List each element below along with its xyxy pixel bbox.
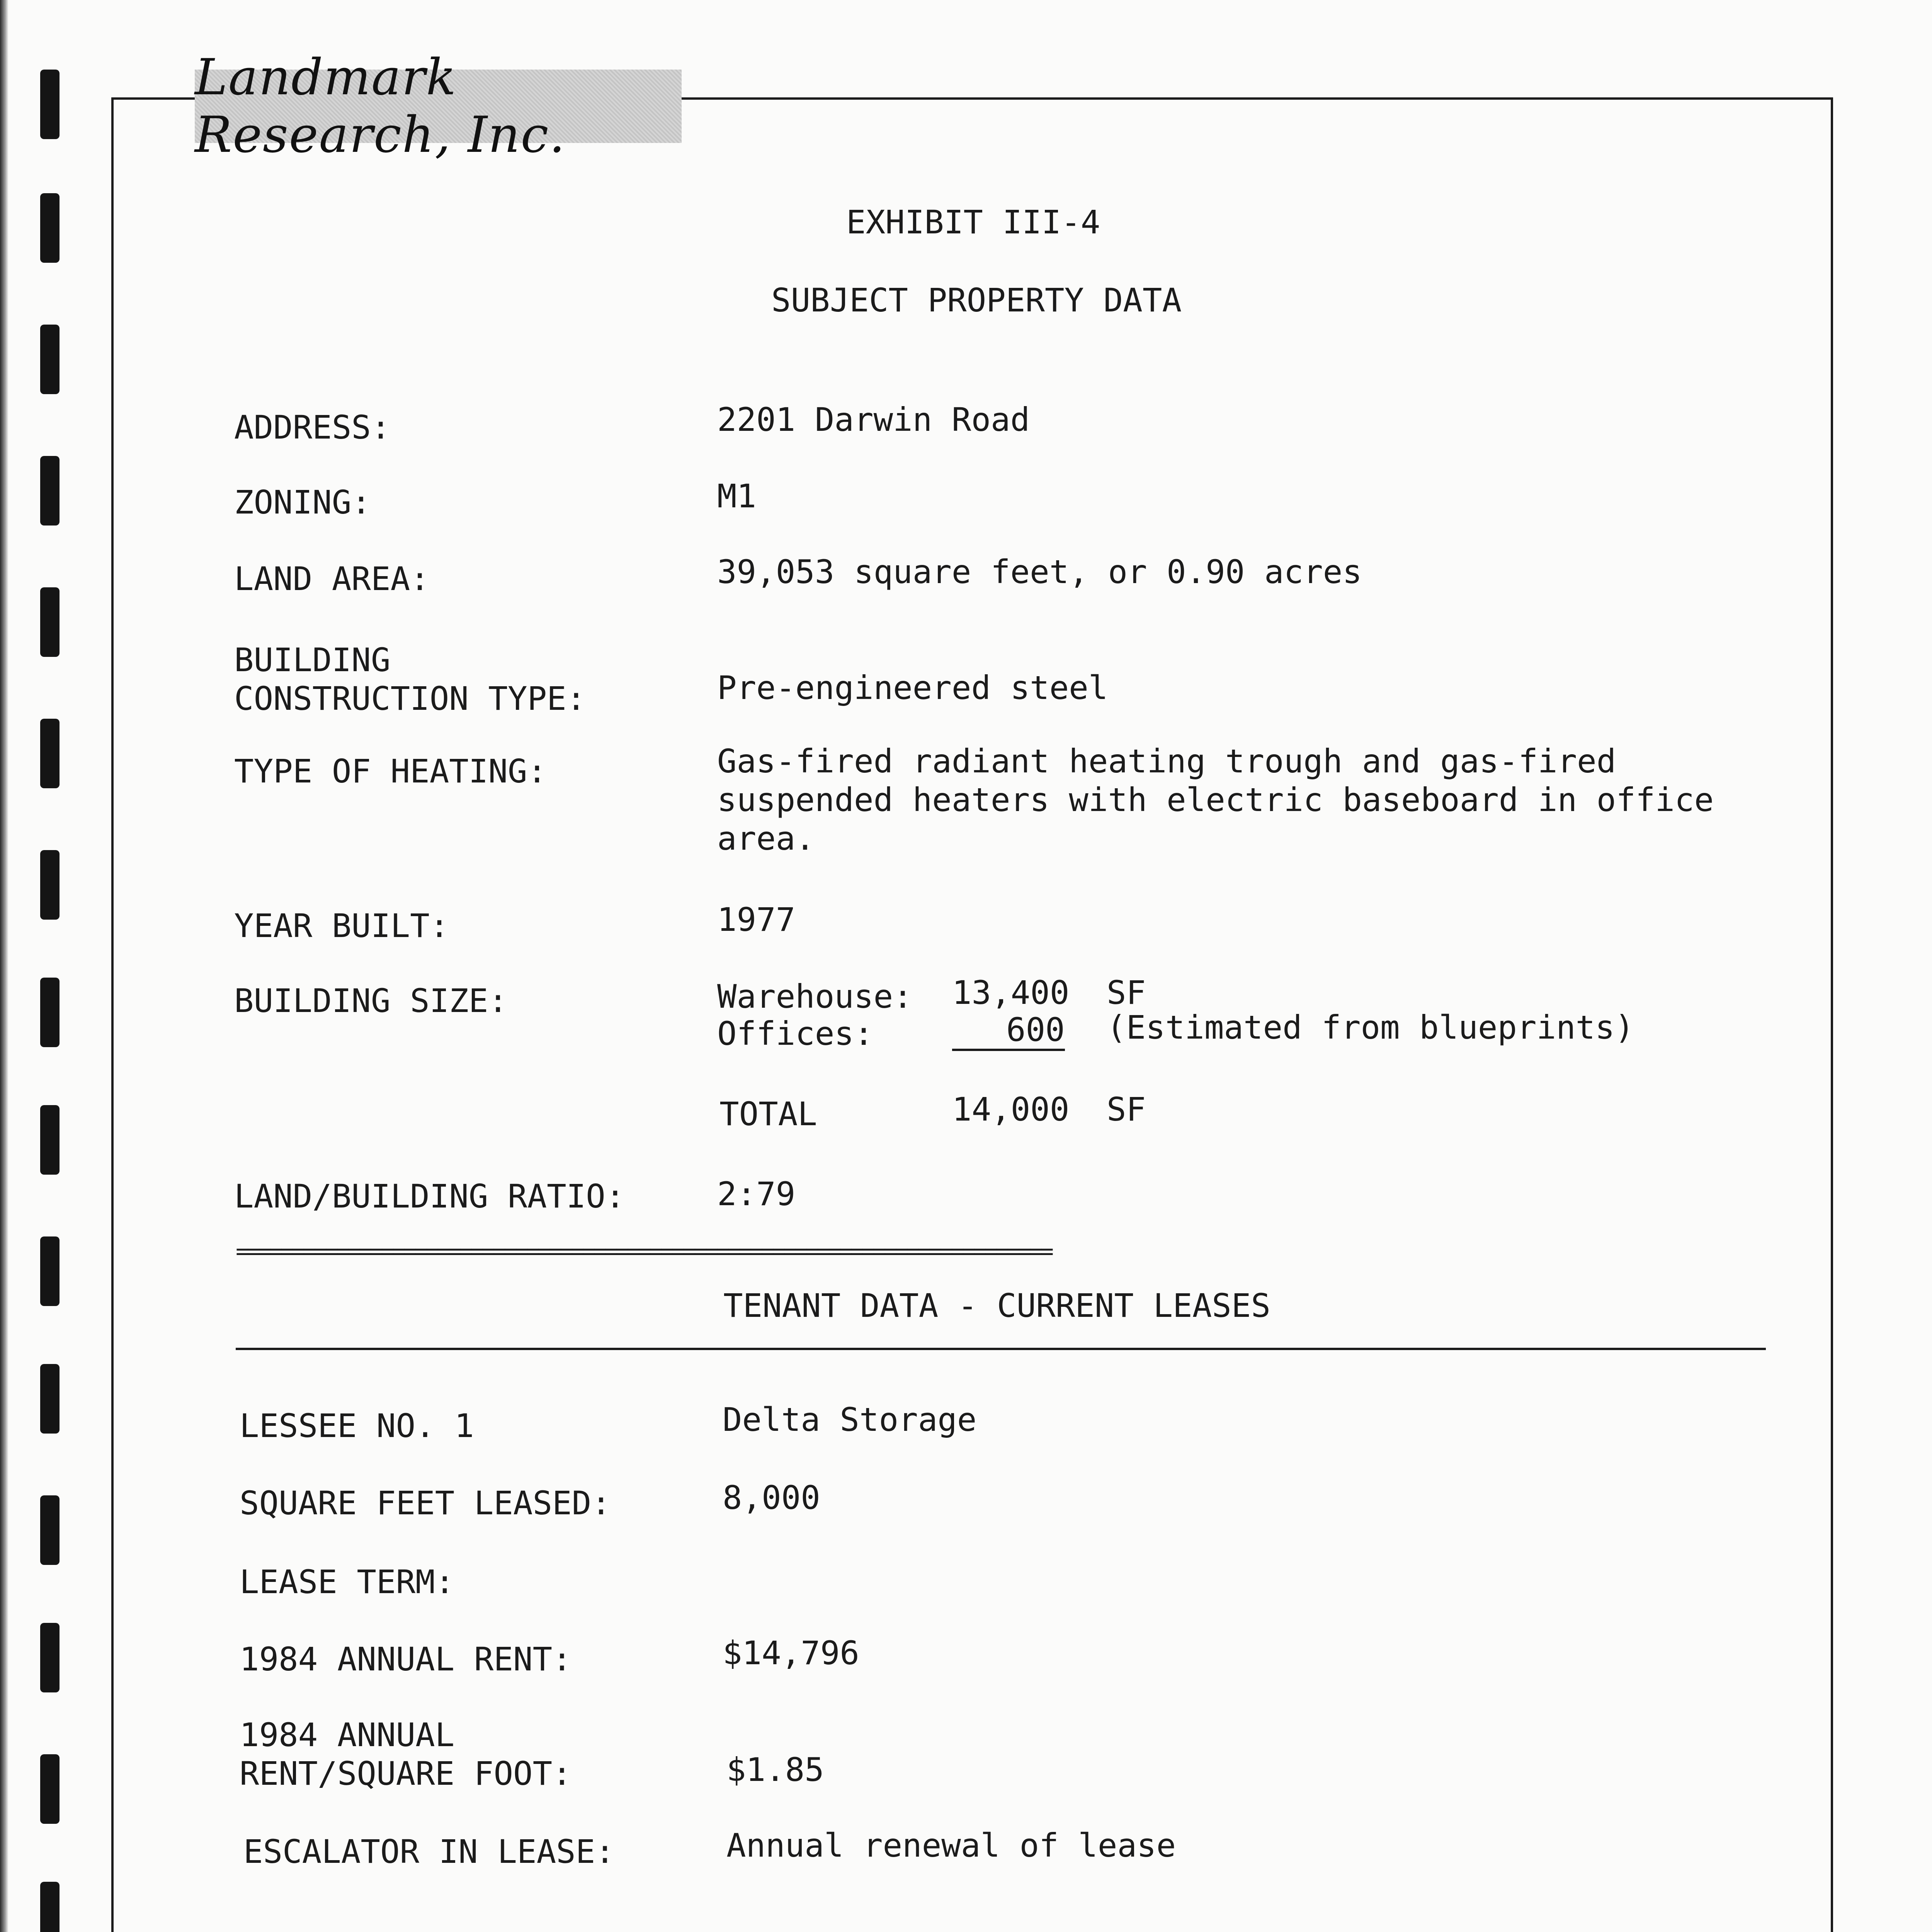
escalator-label: ESCALATOR IN LEASE: (243, 1833, 615, 1871)
binder-hole (40, 1105, 60, 1175)
binder-hole (40, 978, 60, 1047)
section-divider (236, 1348, 1766, 1350)
lease-term-label: LEASE TERM: (240, 1563, 455, 1601)
binder-hole (40, 587, 60, 657)
total-label: TOTAL (719, 1095, 817, 1133)
total-unit: SF (1107, 1090, 1146, 1128)
offices-value: 600 (952, 1011, 1065, 1051)
binder-hole (40, 70, 60, 139)
lessee-label: LESSEE NO. 1 (240, 1407, 474, 1445)
construction-type-value: Pre-engineered steel (717, 669, 1108, 707)
escalator-value: Annual renewal of lease (726, 1827, 1176, 1864)
land-area-value: 39,053 square feet, or 0.90 acres (717, 553, 1362, 591)
annual-rent-label: 1984 ANNUAL RENT: (240, 1640, 572, 1678)
binder-hole (40, 1754, 60, 1824)
zoning-label: ZONING: (234, 483, 371, 521)
binder-hole (40, 193, 60, 263)
logo-text: Landmark Research, Inc. (195, 49, 566, 164)
warehouse-value: 13,400 (952, 974, 1070, 1012)
annual-rent-value: $14,796 (723, 1634, 860, 1672)
page-edge-shadow (0, 0, 9, 1932)
binder-hole (40, 719, 60, 788)
total-value: 14,000 (952, 1090, 1070, 1128)
square-feet-leased-value: 8,000 (723, 1479, 820, 1517)
binder-hole (40, 1623, 60, 1692)
year-built-value: 1977 (717, 901, 796, 939)
binder-hole (40, 1364, 60, 1434)
exhibit-number: EXHIBIT III-4 (846, 203, 1100, 241)
rent-per-square-foot-label: 1984 ANNUAL RENT/SQUARE FOOT: (240, 1716, 572, 1793)
binder-hole (40, 850, 60, 920)
heating-type-value: Gas-fired radiant heating trough and gas-fired suspended heaters with electric baseboard in office area. (717, 742, 1714, 857)
binder-hole (40, 1236, 60, 1306)
warehouse-unit: SF (1107, 974, 1146, 1012)
address-label: ADDRESS: (234, 408, 391, 446)
lessee-value: Delta Storage (723, 1401, 977, 1439)
offices-label: Offices: (717, 1015, 874, 1053)
construction-type-label: BUILDING CONSTRUCTION TYPE: (234, 641, 586, 718)
land-area-label: LAND AREA: (234, 560, 430, 598)
year-built-label: YEAR BUILT: (234, 907, 449, 945)
land-building-ratio-label: LAND/BUILDING RATIO: (234, 1177, 625, 1215)
binder-hole (40, 1495, 60, 1565)
warehouse-label: Warehouse: (717, 978, 913, 1015)
binder-hole (40, 456, 60, 526)
land-building-ratio-value: 2:79 (717, 1175, 796, 1213)
rent-per-square-foot-value: $1.85 (726, 1751, 824, 1789)
page-title: SUBJECT PROPERTY DATA (771, 281, 1182, 319)
square-feet-leased-label: SQUARE FEET LEASED: (240, 1484, 611, 1522)
offices-note: (Estimated from blueprints) (1107, 1009, 1634, 1046)
zoning-value: M1 (717, 477, 757, 515)
binder-hole (40, 1882, 60, 1932)
heating-type-label: TYPE OF HEATING: (234, 752, 547, 790)
tenant-section-heading: TENANT DATA - CURRENT LEASES (723, 1287, 1271, 1325)
double-line-divider: ========================================================================= (236, 1247, 1052, 1263)
building-size-label: BUILDING SIZE: (234, 982, 508, 1020)
company-logo (195, 49, 682, 164)
address-value: 2201 Darwin Road (717, 401, 1030, 439)
binder-hole (40, 325, 60, 394)
